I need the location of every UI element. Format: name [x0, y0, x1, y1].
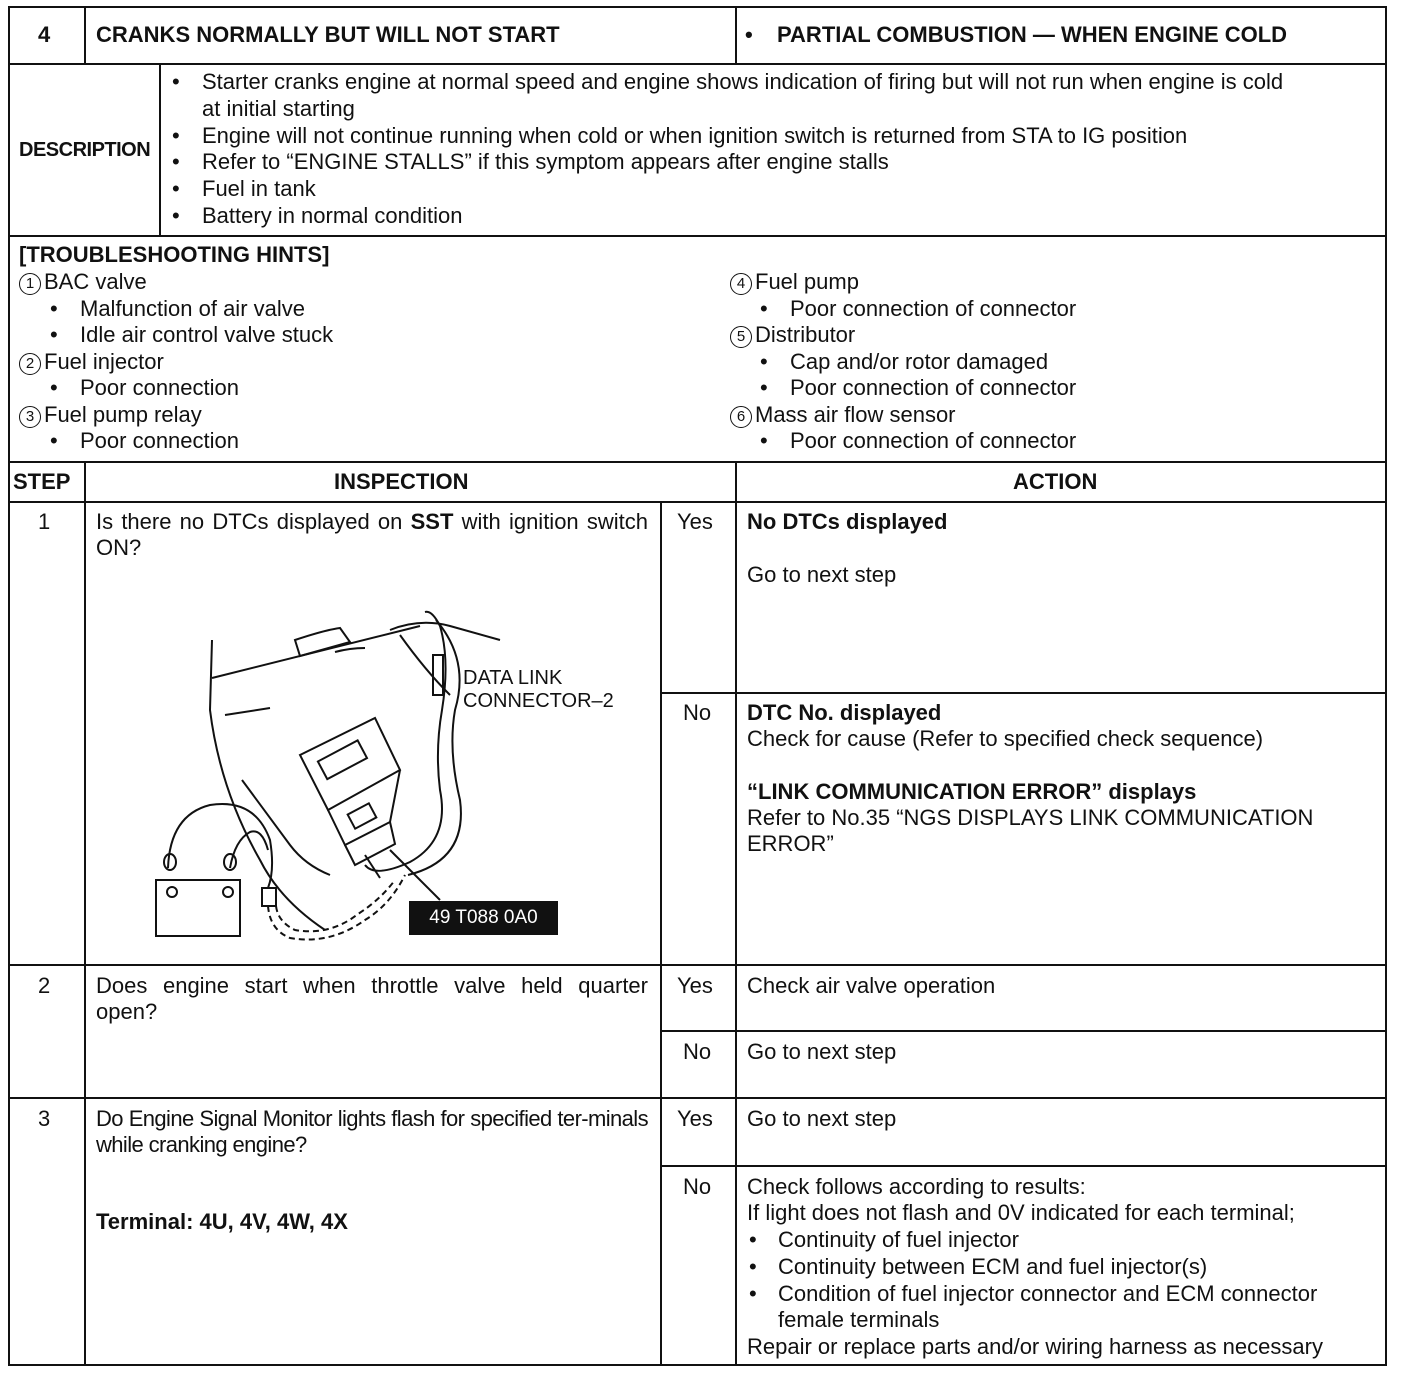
step-number: 3 [38, 1106, 51, 1131]
terminal-list: Terminal: 4U, 4V, 4W, 4X [96, 1209, 348, 1234]
action-text: Refer to No.35 “NGS DISPLAYS LINK COMMUNICATION ERROR” [747, 805, 1314, 856]
hint-item: Cap and/or rotor damaged [790, 349, 1049, 374]
column-header-action: ACTION [1013, 469, 1098, 494]
hint-group-heading: 3 Fuel pump relay [19, 402, 202, 428]
hint-group-heading: 6 Mass air flow sensor [730, 402, 956, 428]
answer-yes: Yes [677, 1106, 713, 1131]
column-header-step: STEP [13, 469, 71, 494]
hint-item: Poor connection [80, 428, 239, 453]
hint-item: Poor connection of connector [790, 296, 1077, 321]
header-number: 4 [38, 22, 51, 47]
action-text: Check air valve operation [747, 973, 996, 998]
hint-group-heading: 4 Fuel pump [730, 269, 859, 295]
answer-no: No [683, 1039, 712, 1064]
answer-yes: Yes [677, 509, 713, 534]
inspection-question: Does engine start when throttle valve held quarter open? [96, 973, 648, 1024]
hint-item: Poor connection of connector [790, 375, 1077, 400]
hint-item: Malfunction of air valve [80, 296, 305, 321]
action-title: No DTCs displayed [747, 509, 948, 534]
inspection-question: Do Engine Signal Monitor lights flash for specified ter-minals while cranking engine? [96, 1106, 648, 1157]
header-condition: PARTIAL COMBUSTION — WHEN ENGINE COLD [777, 22, 1288, 47]
action-bullet: Continuity between ECM and fuel injector(s) [778, 1254, 1208, 1279]
figure-label: DATA LINK [463, 667, 563, 689]
action-bullet: Continuity of fuel injector [778, 1227, 1019, 1252]
step-number: 1 [38, 509, 51, 534]
hint-item: Poor connection [80, 375, 239, 400]
action-text: Check follows according to results: [747, 1174, 1086, 1199]
hint-item: Poor connection of connector [790, 428, 1077, 453]
description-item: Fuel in tank [202, 176, 316, 201]
action-title: “LINK COMMUNICATION ERROR” displays [747, 779, 1197, 804]
answer-no: No [683, 1174, 712, 1199]
description-item: at initial starting [202, 96, 355, 121]
description-item: Battery in normal condition [202, 203, 463, 228]
answer-yes: Yes [677, 973, 713, 998]
description-item: Engine will not continue running when cold or when ignition switch is returned from STA to IG position [202, 123, 1188, 148]
header-bullet: • [745, 22, 753, 47]
hint-group-heading: 2 Fuel injector [19, 349, 164, 375]
hint-group-heading: 1 BAC valve [19, 269, 147, 295]
hint-group-heading: 5 Distributor [730, 322, 855, 348]
action-text: Check for cause (Refer to specified check sequence) [747, 726, 1264, 751]
action-text: Go to next step [747, 562, 897, 587]
inspection-question: Is there no DTCs displayed on SST with ignition switch ON? [96, 509, 648, 560]
hint-item: Idle air control valve stuck [80, 322, 334, 347]
sst-connection-illustration [150, 600, 630, 950]
figure-label: CONNECTOR–2 [463, 690, 614, 712]
part-number-tag: 49 T088 0A0 [409, 901, 558, 935]
action-bullet: Condition of fuel injector connector and ECM connector female terminals [778, 1281, 1318, 1332]
description-item: Starter cranks engine at normal speed and engine shows indication of firing but will not run when engine is cold [202, 69, 1284, 94]
header-title: CRANKS NORMALLY BUT WILL NOT START [96, 22, 560, 47]
answer-no: No [683, 700, 712, 725]
action-text: Go to next step [747, 1106, 897, 1131]
step-number: 2 [38, 973, 51, 998]
description-item: Refer to “ENGINE STALLS” if this symptom appears after engine stalls [202, 149, 889, 174]
action-text: Repair or replace parts and/or wiring harness as necessary [747, 1334, 1323, 1359]
description-label: DESCRIPTION [19, 139, 151, 161]
action-title: DTC No. displayed [747, 700, 942, 725]
action-text: If light does not flash and 0V indicated for each terminal; [747, 1200, 1295, 1225]
column-header-inspection: INSPECTION [334, 469, 469, 494]
action-text: Go to next step [747, 1039, 897, 1064]
hints-title: [TROUBLESHOOTING HINTS] [19, 242, 330, 267]
